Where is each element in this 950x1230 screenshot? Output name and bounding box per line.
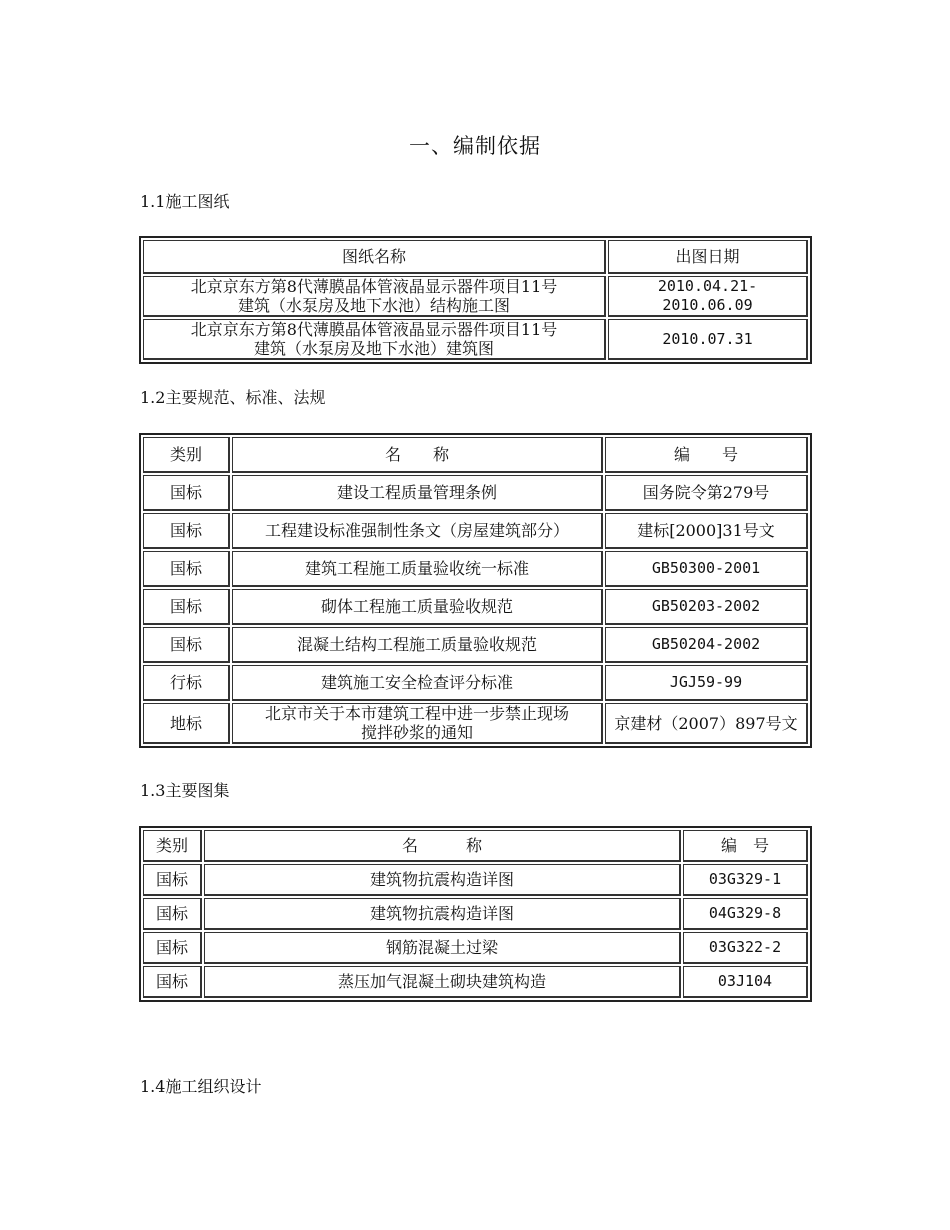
- name-cell: 钢筋混凝土过梁: [204, 932, 681, 964]
- name-cell: 建筑工程施工质量验收统一标准: [232, 551, 603, 587]
- name-cell: 工程建设标准强制性条文（房屋建筑部分）: [232, 513, 603, 549]
- category-cell: 国标: [143, 589, 230, 625]
- category-cell: 国标: [143, 898, 202, 930]
- name-cell: 建筑物抗震构造详图: [204, 898, 681, 930]
- header-drawing-name: 图纸名称: [143, 240, 606, 274]
- code-cell: GB50300-2001: [605, 551, 808, 587]
- name-cell: 建筑施工安全检查评分标准: [232, 665, 603, 701]
- code-cell: 03G329-1: [683, 864, 808, 896]
- drawing-name-line2: 建筑（水泵房及地下水池）建筑图: [253, 339, 494, 358]
- issue-date-line2: 2010.06.09: [662, 296, 753, 314]
- table-row: [143, 551, 808, 587]
- code-cell: JGJ59-99: [605, 665, 808, 701]
- category-cell: 国标: [143, 864, 202, 896]
- section-heading-drawings: 1.1施工图纸: [140, 192, 230, 211]
- drawing-name-line1: 北京京东方第8代薄膜晶体管液晶显示器件项目11号: [190, 320, 558, 339]
- issue-date-line1: 2010.04.21-: [657, 277, 758, 295]
- category-cell: 国标: [143, 513, 230, 549]
- table-header-row: [143, 830, 808, 862]
- code-cell: GB50204-2002: [605, 627, 808, 663]
- table-row: [143, 703, 808, 744]
- drawing-name-cell: [143, 276, 606, 317]
- header-name: 名 称: [232, 437, 603, 473]
- table-row: [143, 475, 808, 511]
- header-name: 名 称: [204, 830, 681, 862]
- code-cell: 国务院令第279号: [605, 475, 808, 511]
- code-cell: GB50203-2002: [605, 589, 808, 625]
- table-row: [143, 319, 808, 360]
- table-row: [143, 589, 808, 625]
- table-row: [143, 966, 808, 998]
- name-line1: 北京市关于本市建筑工程中进一步禁止现场: [264, 704, 569, 723]
- category-cell: 国标: [143, 932, 202, 964]
- header-code: 编 号: [683, 830, 808, 862]
- name-cell: 建设工程质量管理条例: [232, 475, 603, 511]
- category-cell: 国标: [143, 551, 230, 587]
- table-row: [143, 898, 808, 930]
- name-cell: 建筑物抗震构造详图: [204, 864, 681, 896]
- header-issue-date: 出图日期: [608, 240, 808, 274]
- section-heading-construction-design: 1.4施工组织设计: [140, 1077, 262, 1096]
- issue-date-cell: 2010.07.31: [608, 319, 808, 360]
- section-heading-standards: 1.2主要规范、标准、法规: [140, 388, 326, 407]
- name-line2: 搅拌砂浆的通知: [360, 723, 473, 742]
- name-cell: 蒸压加气混凝土砌块建筑构造: [204, 966, 681, 998]
- header-category: 类别: [143, 437, 230, 473]
- table-header-row: [143, 437, 808, 473]
- table-row: [143, 627, 808, 663]
- drawing-name-line2: 建筑（水泵房及地下水池）结构施工图: [237, 296, 510, 315]
- section-heading-atlases: 1.3主要图集: [140, 781, 230, 800]
- category-cell: 国标: [143, 966, 202, 998]
- category-cell: 国标: [143, 627, 230, 663]
- table-row: [143, 276, 808, 317]
- table-row: [143, 932, 808, 964]
- name-cell: 混凝土结构工程施工质量验收规范: [232, 627, 603, 663]
- atlases-table: [139, 826, 812, 1002]
- category-cell: 国标: [143, 475, 230, 511]
- standards-table: [139, 433, 812, 748]
- name-cell: 砌体工程施工质量验收规范: [232, 589, 603, 625]
- name-cell: [232, 703, 603, 744]
- category-cell: 地标: [143, 703, 230, 744]
- table-row: [143, 513, 808, 549]
- header-code: 编 号: [605, 437, 808, 473]
- table-row: [143, 665, 808, 701]
- drawing-name-line1: 北京京东方第8代薄膜晶体管液晶显示器件项目11号: [190, 277, 558, 296]
- drawings-table: [139, 236, 812, 364]
- code-cell: 03G322-2: [683, 932, 808, 964]
- code-cell: 04G329-8: [683, 898, 808, 930]
- code-cell: 03J104: [683, 966, 808, 998]
- table-header-row: [143, 240, 808, 274]
- category-cell: 行标: [143, 665, 230, 701]
- code-cell: 京建材（2007）897号文: [605, 703, 808, 744]
- table-row: [143, 864, 808, 896]
- header-category: 类别: [143, 830, 202, 862]
- drawing-name-cell: [143, 319, 606, 360]
- page-title: 一、编制依据: [409, 134, 541, 158]
- code-cell: 建标[2000]31号文: [605, 513, 808, 549]
- issue-date-cell: [608, 276, 808, 317]
